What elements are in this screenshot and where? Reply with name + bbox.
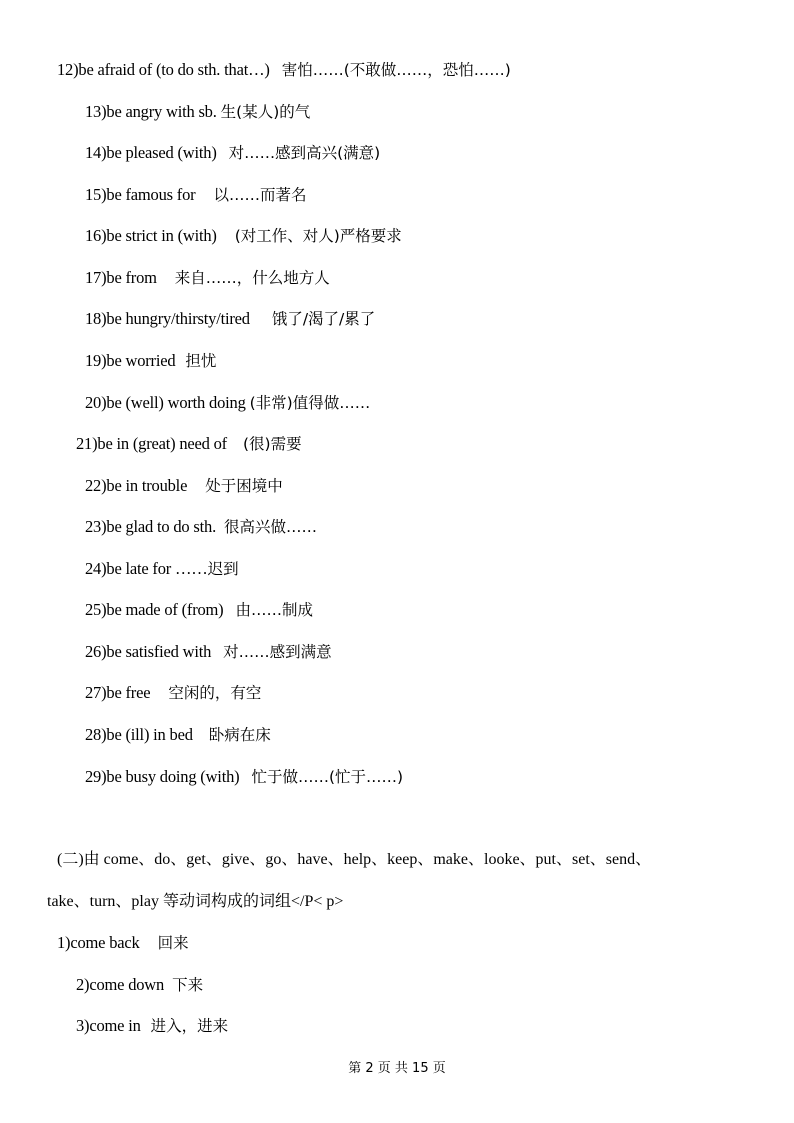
- phrase-english: 27)be free: [85, 683, 151, 702]
- phrase-english: 21)be in (great) need of: [76, 434, 227, 453]
- phrase-chinese: 很高兴做……: [224, 518, 318, 536]
- phrase-english: 28)be (ill) in bed: [85, 725, 193, 744]
- phrase-chinese: 忙于做……(忙于……): [251, 768, 404, 786]
- phrase-chinese: 迟到: [207, 560, 239, 578]
- phrase-chinese: 害怕……(不敢做……，恐怕……): [281, 61, 511, 79]
- phrase-chinese: 生(某人)的气: [220, 103, 311, 121]
- phrase-english: 12)be afraid of (to do sth. that…): [57, 60, 270, 79]
- phrase-chinese: 卧病在床: [208, 726, 271, 744]
- phrase-english: 15)be famous for: [85, 185, 196, 204]
- phrase-english: 16)be strict in (with): [85, 226, 217, 245]
- list-item: [85, 476, 283, 496]
- phrase-english: 18)be hungry/thirsty/tired: [85, 309, 250, 328]
- page-number: 第 2 页 共 15 页: [348, 1061, 446, 1076]
- phrase-chinese: 由……制成: [235, 601, 313, 619]
- phrase-english: 3)come in: [76, 1016, 141, 1035]
- phrase-chinese: (非常)值得做……: [249, 394, 371, 412]
- list-item: [85, 351, 216, 371]
- phrase-chinese: 下来: [172, 976, 204, 994]
- list-item: [85, 226, 402, 246]
- list-item: [85, 559, 239, 579]
- list-item: [76, 975, 203, 995]
- phrase-chinese: 对……感到满意: [223, 643, 332, 661]
- phrase-chinese: 空闲的，有空: [168, 684, 262, 702]
- phrase-chinese: 担忧: [185, 352, 217, 370]
- list-item: [85, 642, 332, 662]
- phrase-chinese: (对工作、对人)严格要求: [234, 227, 402, 245]
- list-item: [57, 933, 189, 953]
- list-item: [76, 434, 302, 454]
- phrase-english: 1)come back: [57, 933, 140, 952]
- list-item: [85, 268, 330, 288]
- phrase-english: 24)be late for ……: [85, 559, 208, 578]
- phrase-english: 25)be made of (from): [85, 600, 224, 619]
- list-item: [57, 60, 511, 80]
- phrase-english: 26)be satisfied with: [85, 642, 212, 661]
- phrase-chinese: 以……而著名: [213, 186, 307, 204]
- phrase-english: 22)be in trouble: [85, 476, 188, 495]
- phrase-english: 19)be worried: [85, 351, 176, 370]
- phrase-chinese: (很)需要: [242, 435, 302, 453]
- list-item: [85, 683, 261, 703]
- section-heading: (二)由 come、do、get、give、go、have、help、keep、make、looke、put、set、send、: [57, 851, 652, 868]
- list-item: [85, 600, 313, 620]
- list-item: [85, 393, 370, 413]
- list-item: [85, 767, 403, 787]
- phrase-chinese: 来自……，什么地方人: [174, 269, 330, 287]
- list-item: [85, 309, 375, 329]
- phrase-english: 17)be from: [85, 268, 157, 287]
- phrase-english: 14)be pleased (with): [85, 143, 217, 162]
- list-item: [85, 143, 380, 163]
- section-heading-continued: take、turn、play 等动词构成的词组</P< p>: [47, 893, 344, 910]
- phrase-english: 20)be (well) worth doing: [85, 393, 246, 412]
- list-item: [85, 102, 310, 122]
- phrase-english: 13)be angry with sb.: [85, 102, 217, 121]
- list-item: [85, 725, 271, 745]
- phrase-english: 29)be busy doing (with): [85, 767, 240, 786]
- phrase-chinese: 对……感到高兴(满意): [228, 144, 381, 162]
- phrase-english: 2)come down: [76, 975, 165, 994]
- list-item: [85, 185, 306, 205]
- phrase-chinese: 进入，进来: [150, 1017, 229, 1035]
- phrase-chinese: 处于困境中: [205, 477, 283, 495]
- list-item: [85, 517, 317, 537]
- phrase-chinese: 饿了/渴了/累了: [271, 310, 376, 328]
- phrase-chinese: 回来: [157, 934, 189, 952]
- list-item: [76, 1016, 228, 1036]
- phrase-english: 23)be glad to do sth.: [85, 517, 216, 536]
